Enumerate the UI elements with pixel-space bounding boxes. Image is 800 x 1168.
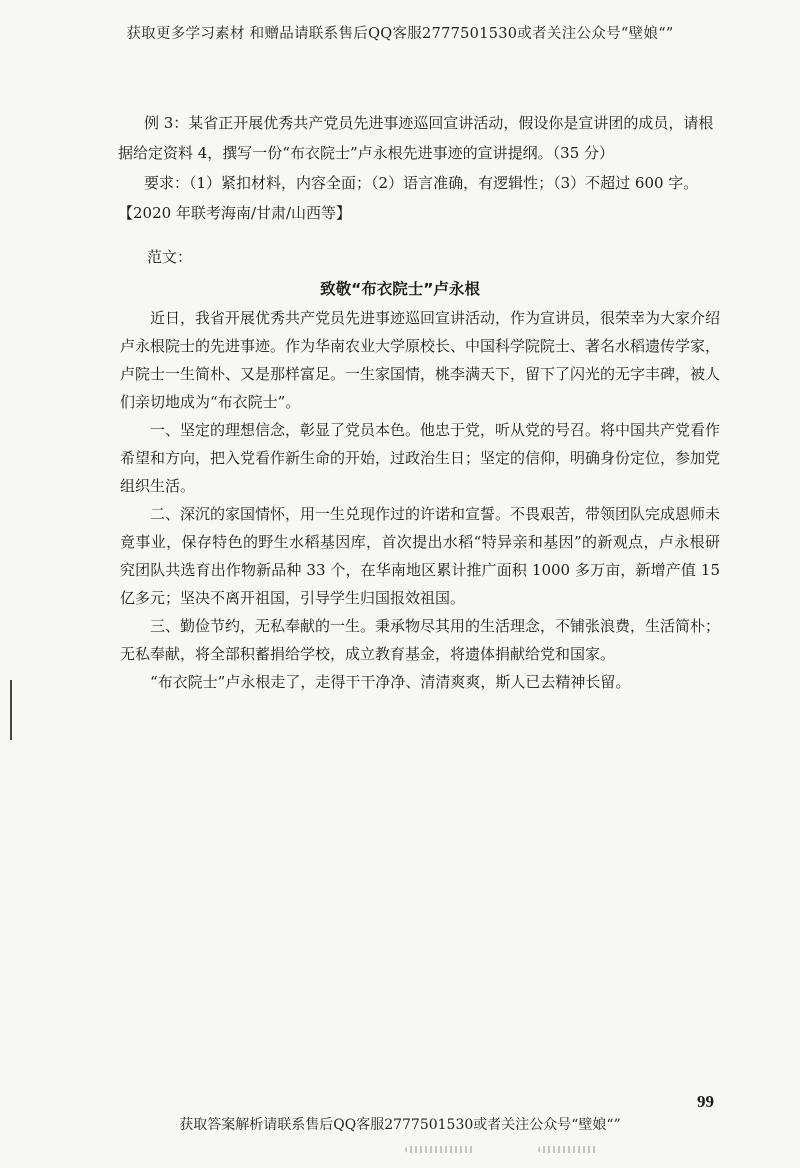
scan-artifact-line	[10, 680, 12, 740]
essay-paragraph-3: 三、勤俭节约，无私奉献的一生。秉承物尽其用的生活理念，不铺张浪费，生活简朴；无私奉献，将全部积蓄捐给学校，成立教育基金，将遗体捐献给党和国家。	[120, 617, 721, 663]
header-promo-note: 获取更多学习素材 和赠品请联系售后QQ客服2777501530或者关注公众号“壁娘“”	[126, 26, 674, 42]
model-essay-label: 范文：	[147, 248, 193, 266]
example-requirements: 要求：（1）紧扣材料，内容全面；（2）语言准确，有逻辑性；（3）不超过 600 字。【2020 年联考海南/甘肃/山西等】	[118, 174, 699, 222]
essay-title: 致敬“布衣院士”卢永根	[320, 280, 480, 298]
scan-smudge-left	[405, 1146, 475, 1153]
example-question	[118, 108, 718, 228]
essay-paragraph-2: 二、深沉的家国情怀，用一生兑现作过的许诺和宣誓。不畏艰苦，带领团队完成恩师未竟事业，保存特色的野生水稻基因库，首次提出水稻“特异亲和基因”的新观点，卢永根研究团队共选育出作物新品种 33 个，在华南地区累计推广面积 1000 多万亩，新增产值 15 亿多元；坚决不离开祖国，引导学生归国报效祖国。	[120, 505, 721, 607]
essay-paragraph-intro: 近日，我省开展优秀共产党员先进事迹巡回宣讲活动，作为宣讲员，很荣幸为大家介绍卢永根院士的先进事迹。作为华南农业大学原校长、中国科学院院士、著名水稻遗传学家，卢院士一生简朴、又是那样富足。一生家国情，桃李满天下，留下了闪光的无字丰碑，被人们亲切地成为“布衣院士”。	[120, 309, 721, 411]
scan-smudge-right	[538, 1146, 598, 1153]
essay-paragraph-closing: “布衣院士”卢永根走了，走得干干净净、清清爽爽，斯人已去精神长留。	[150, 673, 631, 691]
footer-promo-note: 获取答案解析请联系售后QQ客服2777501530或者关注公众号“壁娘“”	[179, 1117, 621, 1133]
essay-paragraph-1: 一、坚定的理想信念，彰显了党员本色。他忠于党，听从党的号召。将中国共产党看作希望和方向，把入党看作新生命的开始，过政治生日；坚定的信仰，明确身份定位，参加党组织生活。	[120, 421, 721, 495]
page-number: 99	[697, 1092, 714, 1111]
example-prompt: 例 3：某省正开展优秀共产党员先进事迹巡回宣讲活动，假设你是宣讲团的成员，请根据给定资料 4，撰写一份“布衣院士”卢永根先进事迹的宣讲提纲。（35 分）	[118, 114, 714, 162]
essay-body	[120, 304, 720, 696]
